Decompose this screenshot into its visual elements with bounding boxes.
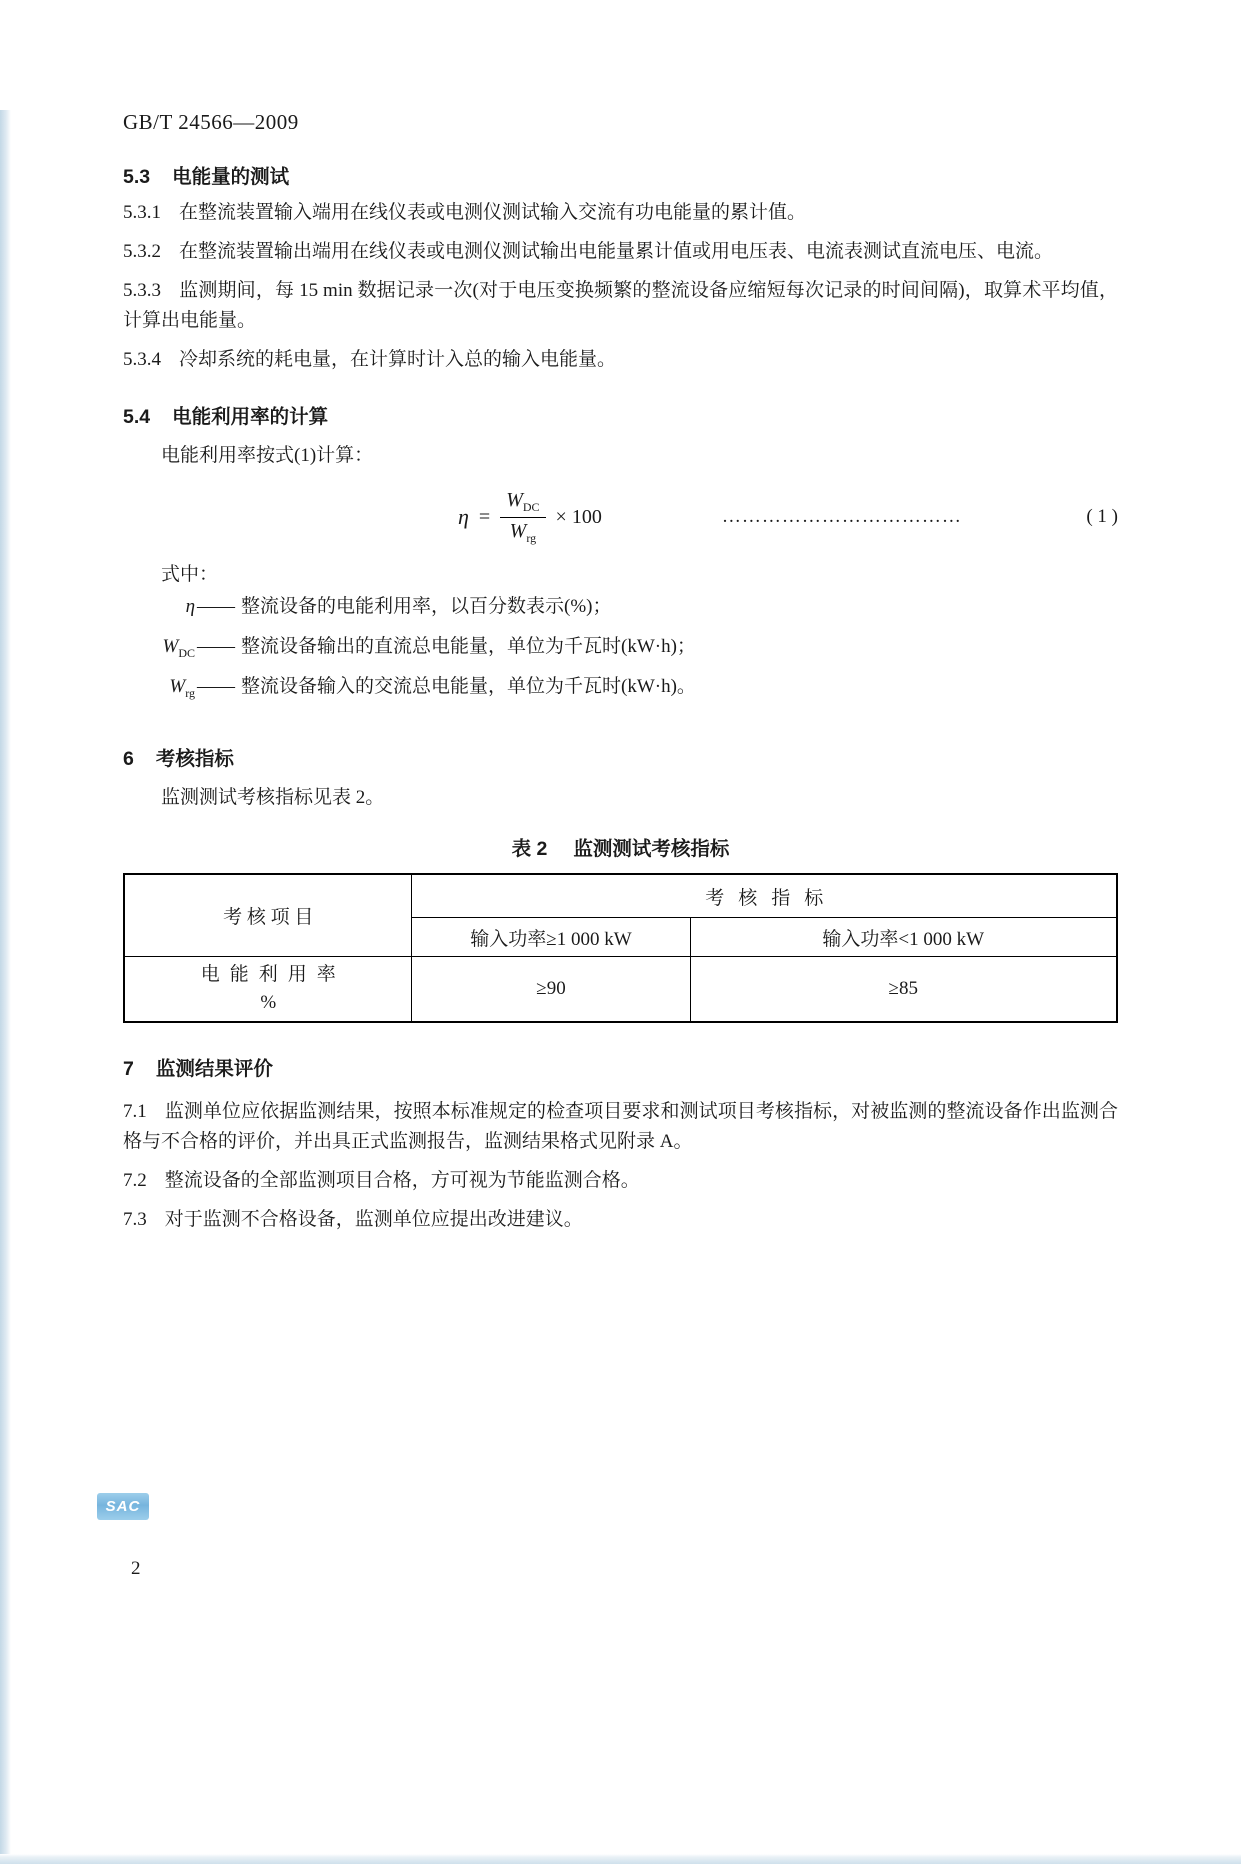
para-7-1 xyxy=(123,1097,1118,1157)
section-title: 电能利用率的计算 xyxy=(172,406,329,428)
header-input-power-ge-1000: 输入功率≥1 000 kW xyxy=(412,918,690,957)
where-label: 式中： xyxy=(161,564,219,585)
para-text: 整流设备的全部监测项目合格，方可视为节能监测合格。 xyxy=(164,1170,640,1192)
row-label-line2: % xyxy=(260,992,277,1014)
para-text: 在整流装置输出端用在线仪表或电测仪测试输出电能量累计值或用电压表、电流表测试直流电压、电流。 xyxy=(179,241,1054,262)
definition-text: 整流设备输出的直流总电能量，单位为千瓦时(kW·h)； xyxy=(241,635,696,657)
para-5-3-1 xyxy=(123,198,1118,228)
symbol-main: W xyxy=(169,675,186,697)
table-2-caption xyxy=(123,833,1118,861)
para-7-2 xyxy=(123,1166,1118,1196)
para-number: 5.3.2 xyxy=(123,241,161,262)
para-5-3-3 xyxy=(123,276,1118,336)
section-6-heading xyxy=(123,743,1118,771)
para-number: 5.3.3 xyxy=(123,280,161,301)
page-number: 2 xyxy=(131,1558,141,1579)
header-input-power-lt-1000: 输入功率<1 000 kW xyxy=(690,918,1117,957)
symbol-sub: rg xyxy=(185,685,195,700)
formula-dot-leader: ……………………………… xyxy=(721,506,962,527)
para-number: 7.2 xyxy=(123,1170,147,1192)
table-caption-number: 表 2 xyxy=(511,838,548,861)
assessment-indicator-table xyxy=(123,873,1118,1023)
para-number: 7.3 xyxy=(123,1209,147,1231)
definition-dash: —— xyxy=(197,675,235,697)
section-number: 5.4 xyxy=(123,406,151,428)
formula-number: ( 1 ) xyxy=(1086,506,1118,527)
para-number: 7.1 xyxy=(123,1101,147,1123)
formula-expression xyxy=(458,489,602,546)
para-number: 5.3.1 xyxy=(123,202,161,223)
para-text: 监测单位应依据监测结果，按照本标准规定的检查项目要求和测试项目考核指标，对被监测的整流设备作出监测合格与不合格的评价，并出具正式监测报告，监测结果格式见附录 A。 xyxy=(123,1101,1118,1153)
section-7-heading xyxy=(123,1053,1118,1081)
para-5-3-2 xyxy=(123,237,1118,267)
cell-value-lt-1000: ≥85 xyxy=(690,957,1117,1023)
document-page xyxy=(0,110,1241,1235)
para-number: 5.3.4 xyxy=(123,349,161,370)
fraction-denominator xyxy=(510,518,536,546)
para-7-3 xyxy=(123,1205,1118,1235)
header-assessment-item: 考 核 项 目 xyxy=(124,874,412,957)
definition-dash: —— xyxy=(197,596,235,617)
section-title: 监测结果评价 xyxy=(155,1058,273,1081)
section-number: 6 xyxy=(123,748,134,771)
fraction-numerator xyxy=(500,489,545,518)
para-text: 在整流装置输入端用在线仪表或电测仪测试输入交流有功电能量的累计值。 xyxy=(179,202,807,223)
section-title: 电能量的测试 xyxy=(172,166,290,188)
table-caption-text: 监测测试考核指标 xyxy=(573,838,730,861)
para-text: 冷却系统的耗电量，在计算时计入总的输入电能量。 xyxy=(179,349,617,370)
table-data-row xyxy=(124,957,1117,1023)
definition-text: 整流设备的电能利用率，以百分数表示(%)； xyxy=(241,596,612,617)
section-5-4-heading xyxy=(123,401,1118,429)
definition-wrg xyxy=(123,670,1118,710)
w-symbol: W xyxy=(506,488,523,511)
table-header-row-1 xyxy=(124,874,1117,918)
section-6-intro: 监测测试考核指标见表 2。 xyxy=(161,787,385,809)
section-number: 7 xyxy=(123,1058,134,1081)
definition-symbol xyxy=(123,630,195,670)
row-label-line1: 电能利用率 xyxy=(200,964,346,986)
para-5-3-4 xyxy=(123,345,1118,375)
definition-wdc xyxy=(123,630,1118,670)
symbol-sub: DC xyxy=(178,645,195,660)
section-number: 5.3 xyxy=(123,166,151,188)
w-subscript: DC xyxy=(522,499,540,514)
section-title: 考核指标 xyxy=(155,748,234,771)
definition-eta xyxy=(123,590,1118,630)
scan-edge-bottom xyxy=(0,1854,1241,1864)
eta-symbol: η xyxy=(458,504,469,529)
definition-symbol xyxy=(123,590,195,630)
para-text: 监测期间，每 15 min 数据记录一次(对于电压变换频繁的整流设备应缩短每次记录的时间间隔)，取算术平均值，计算出电能量。 xyxy=(123,280,1118,331)
section-5-3-heading xyxy=(123,161,1118,189)
fraction xyxy=(500,489,545,546)
cell-row-label xyxy=(124,957,412,1023)
cell-value-ge-1000: ≥90 xyxy=(412,957,690,1023)
para-text: 对于监测不合格设备，监测单位应提出改进建议。 xyxy=(164,1209,583,1231)
definition-dash: —— xyxy=(197,635,235,657)
symbol-main: η xyxy=(185,596,195,617)
equals-sign: = xyxy=(478,505,491,528)
w-symbol: W xyxy=(509,519,527,542)
formula-1 xyxy=(123,485,1118,549)
definition-symbol xyxy=(123,670,195,710)
doc-number: GB/T 24566—2009 xyxy=(123,110,299,134)
header-assessment-indicator: 考核指标 xyxy=(412,874,1117,918)
symbol-main: W xyxy=(162,635,179,657)
times-100: × 100 xyxy=(555,505,602,528)
sac-logo: SAC xyxy=(97,1493,149,1520)
w-subscript: rg xyxy=(526,530,537,545)
definition-text: 整流设备输入的交流总电能量，单位为千瓦时(kW·h)。 xyxy=(241,675,696,697)
formula-intro: 电能利用率按式(1)计算： xyxy=(161,445,374,466)
